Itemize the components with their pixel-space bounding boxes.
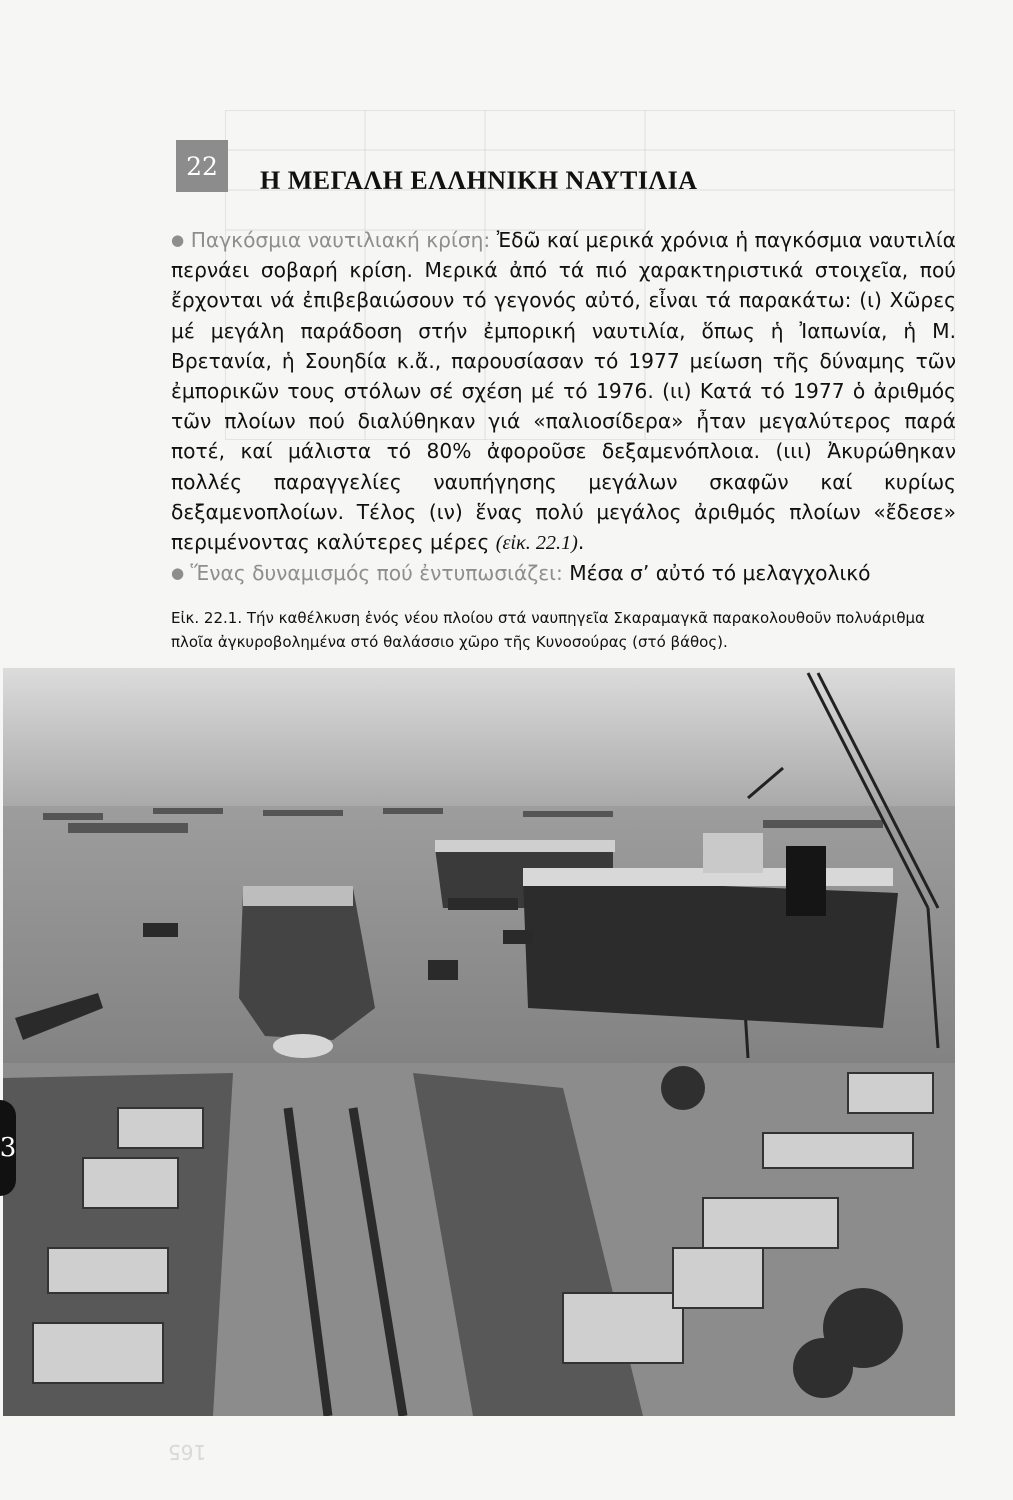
bullet-icon: ● bbox=[171, 231, 185, 249]
chapter-number: 22 bbox=[186, 151, 218, 181]
chapter-number-badge bbox=[176, 140, 228, 192]
paragraph-shipping-crisis bbox=[171, 225, 956, 558]
page-edge-tab bbox=[0, 1100, 16, 1196]
paragraph-heading: Παγκόσμια ναυτιλιακή κρίση: bbox=[190, 228, 491, 252]
figure-reference: (εἰκ. 22.1) bbox=[495, 532, 578, 555]
paragraph-body: Ἐδῶ καί μερικά χρόνια ἡ παγκόσμια ναυτιλία περνάει σοβαρή κρίση. Μερικά ἀπό τά πιό χαρακτηριστικά στοιχεῖα, πού ἔρχονται νά ἐπιβεβαιώσουν τό γεγονός αὐτό, εἶναι τά παρακάτω: (ι) Χῶρες μέ μεγάλη παράδοση στήν ἐμπορική ναυτιλία, ὅπως ἡ Ἰαπωνία, ἡ Μ. Βρετανία, ἡ Σουηδία κ.ἄ., παρουσίασαν τό 1977 μείωση τῆς δύναμης τῶν ἐμπορικῶν τους στόλων σέ σχέση μέ τό 1976. (ιι) Κατά τό 1977 ὁ ἀριθμός τῶν πλοίων πού διαλύθηκαν γιά «παλιοσίδερα» ἦταν μεγαλύτερος παρά ποτέ, καί μάλιστα τό 80% ἀφοροῦσε δεξαμενόπλοια. (ιιι) Ἀκυρώθηκαν πολλές παραγγελίες ναυπήγησης μεγάλων σκαφῶν καί κυρίως δεξαμενοπλοίων. Τέλος (ιν) ἕνας πολύ μεγάλος ἀριθμός πλοίων «ἔδεσε» περιμένοντας καλύτερες μέρες bbox=[171, 228, 956, 555]
shipyard-photo bbox=[3, 668, 955, 1416]
page-number-show-through: 165 bbox=[168, 1440, 207, 1464]
paragraph-body: Μέσα σ’ αὐτό τό μελαγχολικό bbox=[562, 561, 871, 586]
bullet-icon: ● bbox=[171, 564, 185, 583]
edge-tab-number: 3 bbox=[0, 1133, 17, 1163]
body-text bbox=[171, 225, 956, 588]
figure-caption: Εἰκ. 22.1. Τήν καθέλκυση ἑνός νέου πλοίου στά ναυπηγεῖα Σκαραμαγκᾶ παρακολουθοῦν πολυάριθμα πλοῖα ἀγκυροβολημένα στό θαλάσσιο χῶρο τῆς Κυνοσούρας (στό βάθος). bbox=[171, 609, 925, 651]
paragraph-end: . bbox=[577, 530, 585, 555]
paragraph-heading: Ἕνας δυναμισμός πού ἐντυπωσιάζει: bbox=[190, 561, 563, 586]
paragraph-dynamism bbox=[171, 558, 956, 588]
chapter-title: Η ΜΕΓΑΛΗ ΕΛΛΗΝΙΚΗ ΝΑΥΤΙΛΙΑ bbox=[260, 166, 698, 195]
